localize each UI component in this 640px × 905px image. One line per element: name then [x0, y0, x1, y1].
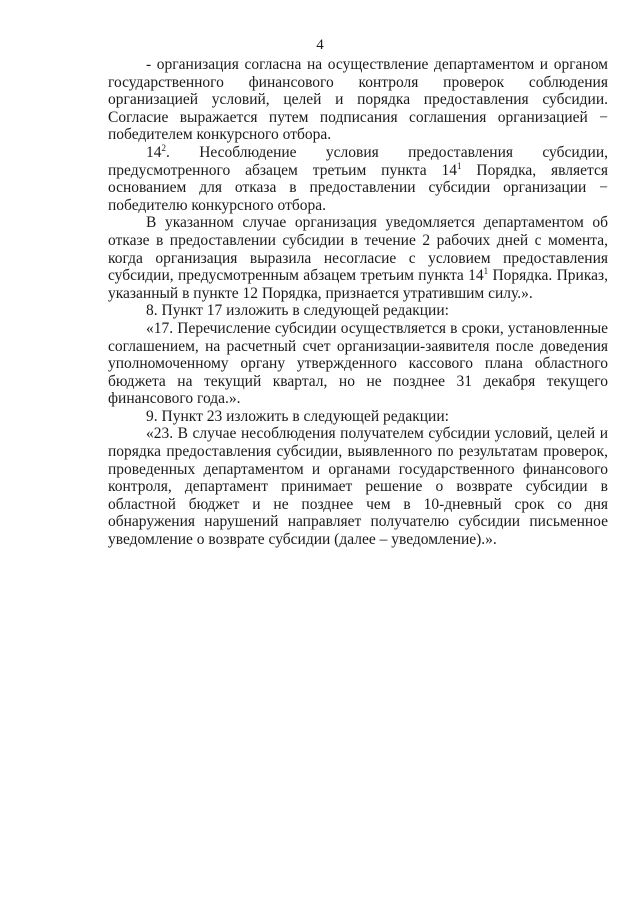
clause-number: 14 — [146, 143, 162, 161]
reference-superscript: 1 — [483, 266, 489, 277]
paragraph-consent: - организация согласна на осуществление департаментом и органом государственного финансового контроля проверок соблюдения организацией условий, целей и порядка предоставления субсидии. Согласие выражается путем подписания соглашения организацией − победителем конкурсного отбора. — [108, 56, 608, 144]
paragraph-14-2: $14^2$. Несоблюдение условия предоставления субсидии, предусмотренного абзацем третьим пункта $14^1$ Порядка, является основанием для отказа в предоставлении субсидии организации − победителю конкурсного отбора. — [108, 142, 608, 214]
page-number: 4 — [316, 37, 324, 53]
paragraph-clause-17: «17. Перечисление субсидии осуществляется в сроки, установленные соглашением, на расчетный счет организации-заявителя после доведения уполномоченному органу утвержденного кассового плана областного бюджета на текущий квартал, но не позднее 31 декабря текущего финансового года.». — [108, 319, 608, 408]
paragraph-item-8: 8. Пункт 17 изложить в следующей редакции: — [146, 302, 449, 320]
paragraph-clause-23: «23. В случае несоблюдения получателем субсидии условий, целей и порядка предоставления субсидии, выявленного по результатам проверок, проведенных департаментом и органами государственного финансового контроля, департамент принимает решение о возврате субсидии в областной бюджет и не позднее чем в 10-дневный срок со дня обнаружения нарушений направляет получателю субсидии письменное уведомление о возврате субсидии (далее – уведомление).». — [108, 425, 608, 549]
reference-superscript: 1 — [457, 160, 462, 171]
paragraph-refusal-notice: В указанном случае организация уведомляется департаментом об отказе в предоставлении субсидии в течение 2 рабочих дней с момента, когда организация выразила несогласие с условием предоставления субсидии, предусмотренным абзацем третьим пункта $14^1$ Порядка. Приказ, указанный в пункте 12 Порядка, признается утратившим силу.». — [108, 214, 608, 302]
clause-number-superscript: 2 — [161, 142, 166, 153]
paragraph-item-9: 9. Пункт 23 изложить в следующей редакции: — [146, 407, 449, 425]
document-body — [108, 56, 608, 549]
